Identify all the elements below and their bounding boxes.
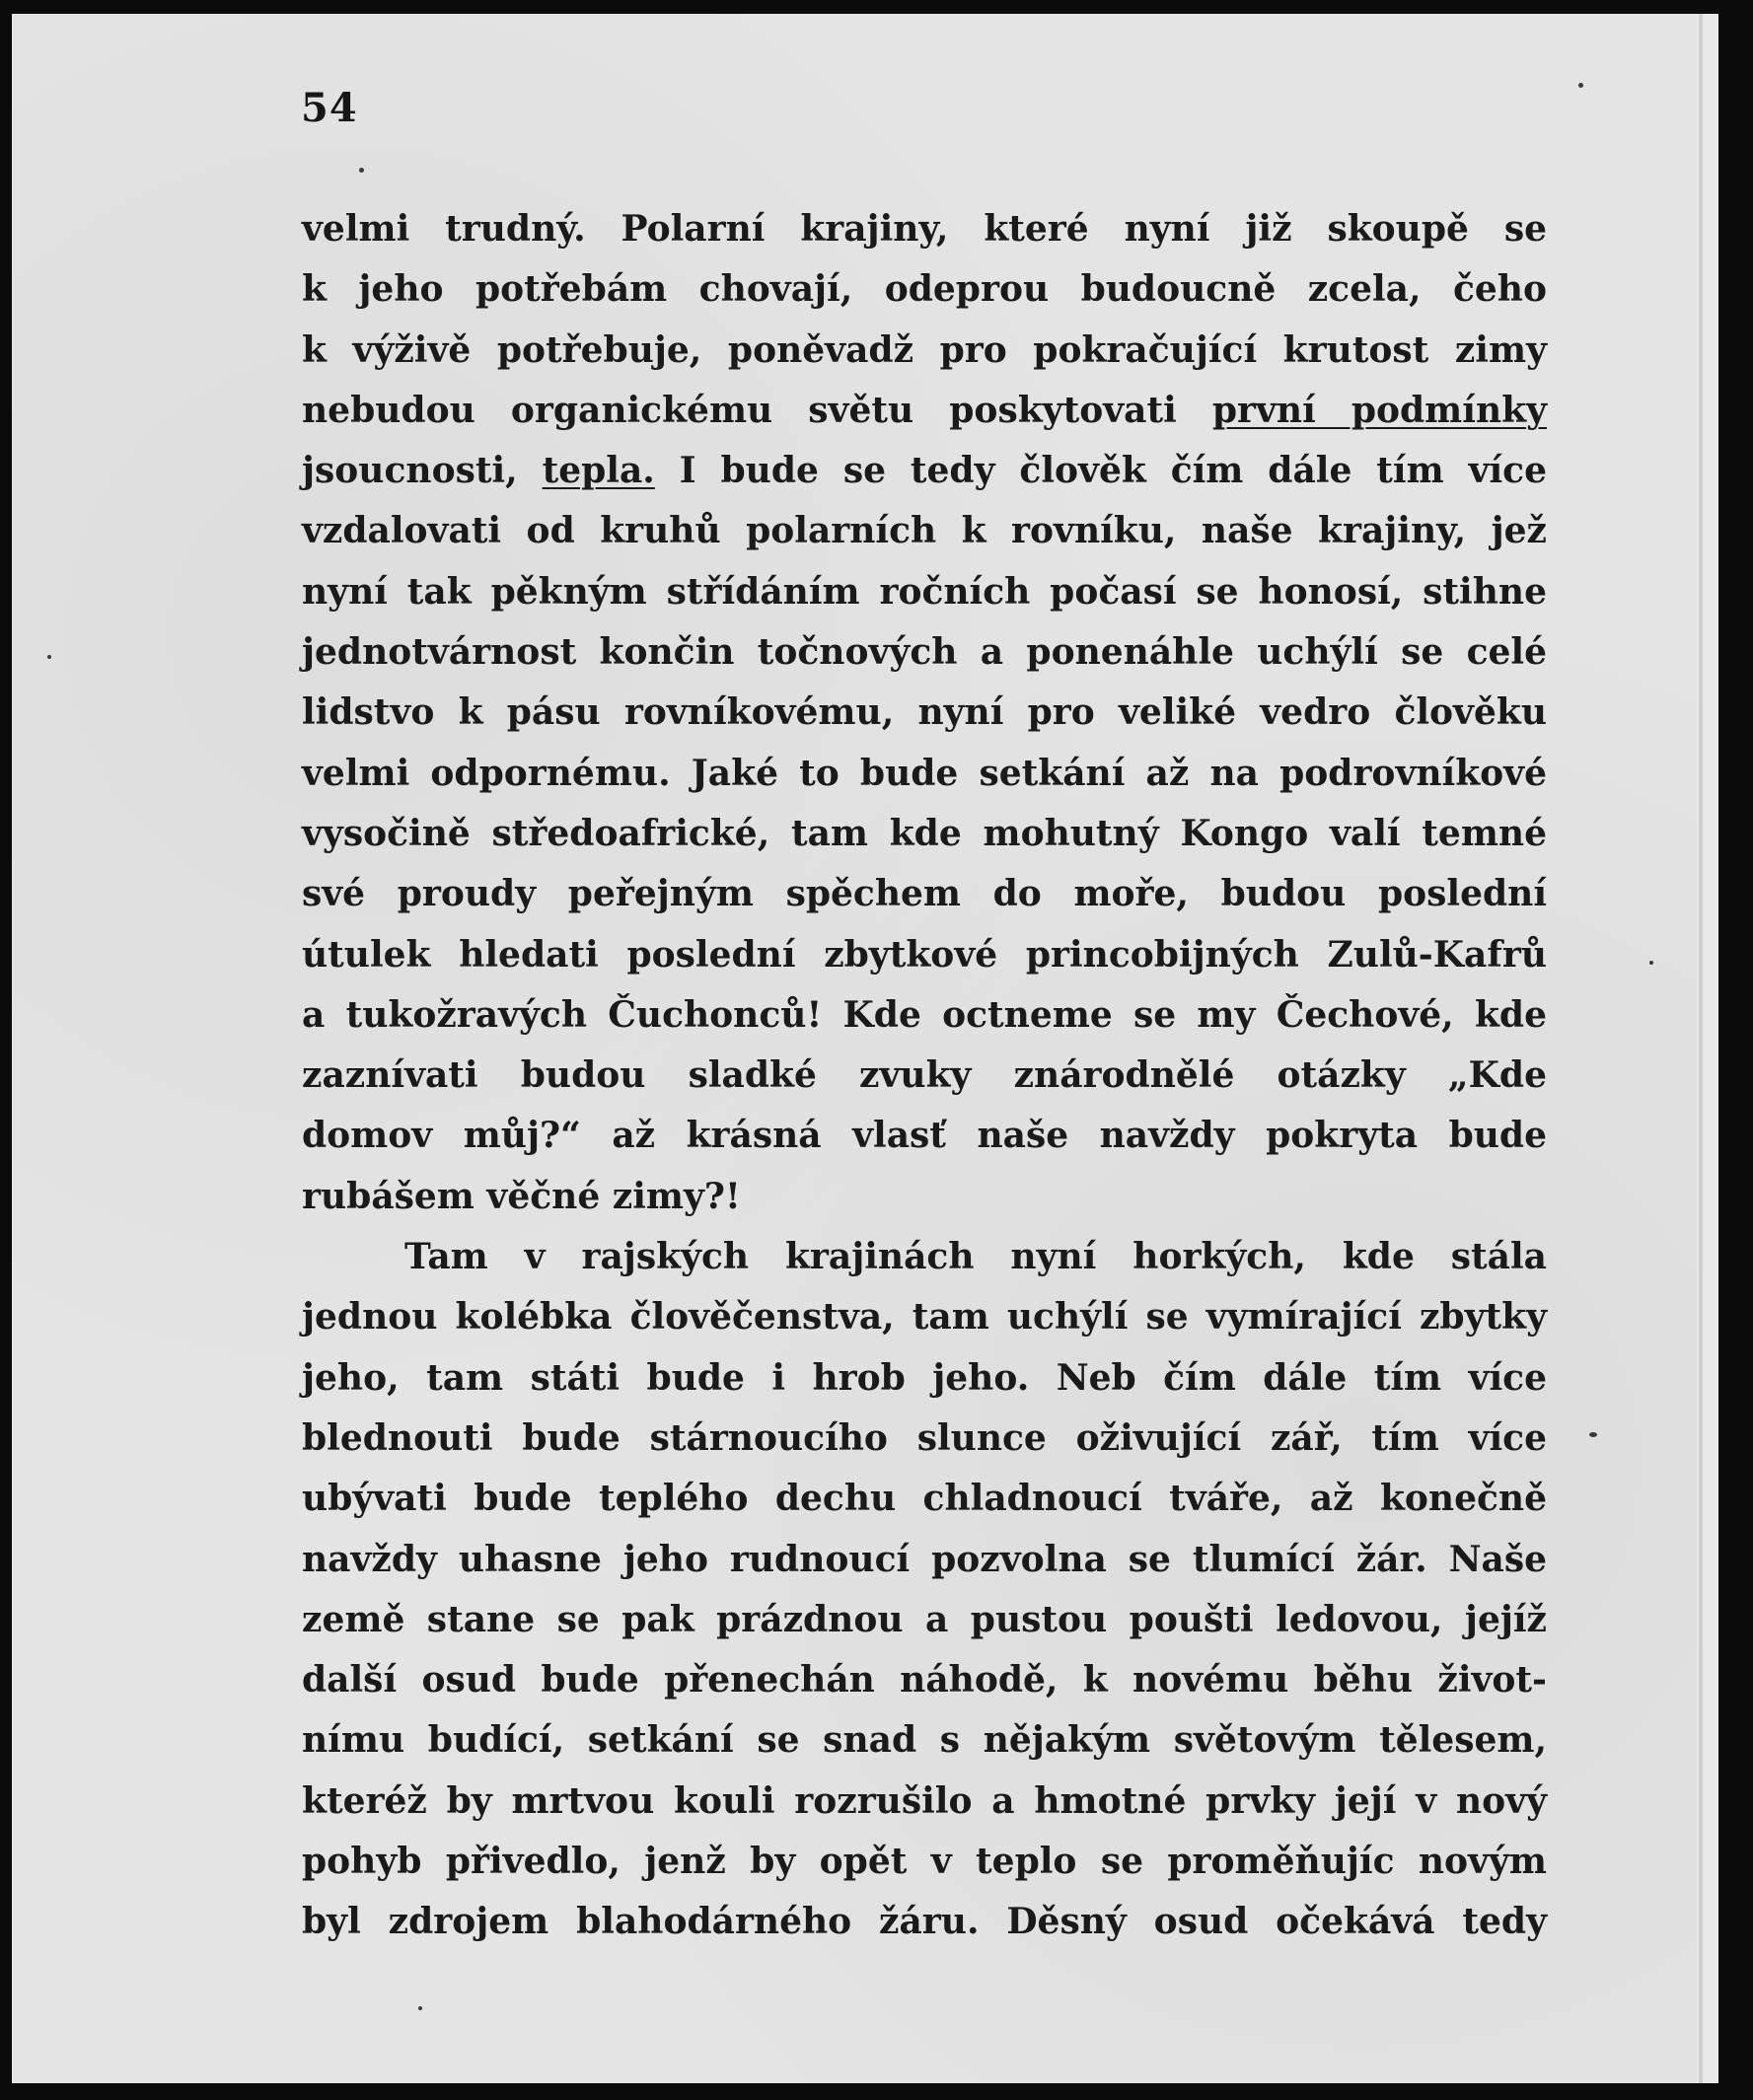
text-line: jednotvárnost končin točnových a ponenáhle uchýlí se celé <box>302 631 1547 674</box>
text-segment: nebudou organickému světu poskytovati <box>302 389 1212 431</box>
text-line: své proudy peřejným spěchem do moře, budou poslední <box>302 873 1547 915</box>
text-line: blednouti bude stárnoucího slunce oživující zář, tím více <box>302 1416 1547 1459</box>
ink-speck <box>359 168 364 173</box>
text-segment: jsoucnosti, <box>302 450 543 492</box>
text-line: kteréž by mrtvou kouli rozrušilo a hmotné prvky její v nový <box>302 1779 1547 1822</box>
ink-speck <box>418 2006 422 2010</box>
ink-speck <box>1578 83 1583 88</box>
ink-speck <box>1589 1432 1597 1437</box>
adjacent-page-edge <box>1697 14 1718 2083</box>
text-line: k jeho potřebám chovají, odeprou budoucně zcela, čeho <box>302 268 1547 311</box>
text-line: lidstvo k pásu rovníkovému, nyní pro veliké vedro člověku <box>302 691 1547 734</box>
text-line: domov můj?“ až krásná vlasť naše navždy pokryta bude <box>302 1115 1547 1157</box>
page-number: 54 <box>301 85 358 131</box>
text-line: vysočině středoafrické, tam kde mohutný Kongo valí temné <box>302 812 1547 854</box>
text-line: pohyb přivedlo, jenž by opět v teplo se proměňujíc novým <box>302 1841 1547 1883</box>
text-line: velmi trudný. Polarní krajiny, které nyní již skoupě se <box>302 208 1547 250</box>
text-line: země stane se pak prázdnou a pustou poušti ledovou, jejíž <box>302 1598 1547 1640</box>
underlined-phrase: tepla. <box>542 450 655 492</box>
text-line: nyní tak pěkným střídáním ročních počasí se honosí, stihne <box>302 570 1547 613</box>
text-line: byl zdrojem blahodárného žáru. Děsný osud očekává tedy <box>302 1901 1547 1943</box>
text-line: vzdalovati od kruhů polarních k rovníku, naše krajiny, jež <box>302 510 1547 552</box>
text-line: útulek hledati poslední zbytkové princobijných Zulů-Kafrů <box>302 933 1547 976</box>
text-line: další osud bude přenechán náhodě, k novému běhu život- <box>302 1659 1547 1702</box>
text-line: velmi odpornému. Jaké to bude setkání až na podrovníkové <box>302 752 1547 794</box>
text-line <box>302 381 1547 441</box>
text-line: zaznívati budou sladké zvuky znárodnělé otázky „Kde <box>302 1054 1547 1097</box>
text-line: k výživě potřebuje, poněvadž pro pokračující krutost zimy <box>302 328 1547 371</box>
ink-speck <box>1649 961 1653 965</box>
text-line <box>302 441 1547 501</box>
text-line: ubývati bude teplého dechu chladnoucí tváře, až konečně <box>302 1478 1547 1520</box>
text-line: rubášem věčné zimy?! <box>302 1175 741 1217</box>
text-line: nímu budící, setkání se snad s nějakým světovým tělesem, <box>302 1719 1547 1762</box>
underlined-phrase: první podmínky <box>1211 389 1547 431</box>
text-segment: I bude se tedy člověk čím dále tím více <box>654 450 1547 492</box>
text-line: jednou kolébka člověčenstva, tam uchýlí se vymírající zbytky <box>302 1296 1547 1339</box>
ink-speck <box>47 655 51 659</box>
text-line: jeho, tam státi bude i hrob jeho. Neb čím dále tím více <box>302 1356 1547 1399</box>
text-line: navždy uhasne jeho rudnoucí pozvolna se tlumící žár. Naše <box>302 1538 1547 1580</box>
body-text <box>302 199 1547 1953</box>
text-line: a tukožravých Čuchonců! Kde octneme se my Čechové, kde <box>302 993 1547 1036</box>
text-line: Tam v rajských krajinách nyní horkých, kde stála <box>404 1236 1547 1278</box>
